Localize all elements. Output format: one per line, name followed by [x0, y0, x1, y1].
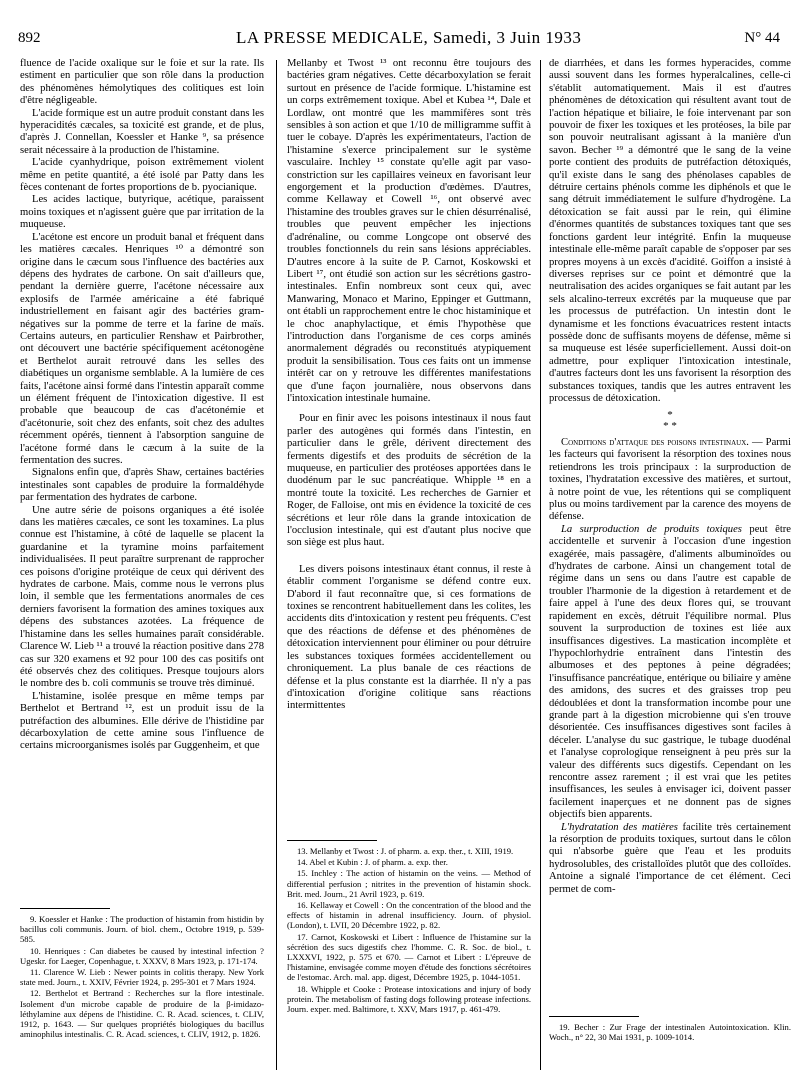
paragraph: L'acide formique est un autre produit constant dans les hyperacidités cæcales, sa toxicité est grande, et de plus, d'après J. Connellan, Koessler et Hanke ⁹, sa présence serait nécessaire à la production de l'histamine. — [20, 107, 264, 156]
paragraph: de diarrhées, et dans les formes hyperacides, comme aussi souvent dans les formes hyperalcalines, celle-ci s'établit automatiquement. Mais il est d'autres phénomènes de détoxication qui résultent avant tout de l'action hépatique et biliaire, le foie intervenant par son pouvoir de fixer les toxiques et les protéoses, la bile par son pouvoir neutralisant agissant à la manière d'un savon. Becher ¹⁹ a démontré que le sang de la veine porte contient des produits de putréfaction détoxiqués, qu'il existe dans le sang des phénolases capables de détruire certains phénols comme les diphénols et que le sang détruit immédiatement le sulfure d'hydrogène. La détoxication se fait aussi par le rein, qui élimine d'énormes quantités de substances toxiques tant que ses fonctions gardent leur intégrité. Enfin la muqueuse intestinale elle-même paraît capable de s'opposer par ses propres moyens à un excès d'acidité. Goiffon a insisté à diverses reprises sur ce point et démontré que la neutralisation des acides organiques se fait autant par les sels alcalino-terreux excrétés par la muqueuse que par les processus de putréfaction. Un intestin dont le dynamisme et les fonctions évacuatrices restent intacts possède donc de suffisants moyens de défense, même si sa muqueuse est lésée superficiellement. Aussi doit-on admettre, pour expliquer l'intoxication intestinale, d'autres facteurs dont les uns favorisent la résorption des substances toxiques, tandis que les autres entravent les processus de détoxication. — [549, 58, 791, 404]
footnote: 9. Koessler et Hanke : The production of histamin from histidin by bacillus coli communis. Journ. of biol. chem., Octobre 1919, p. 539-585. — [20, 914, 264, 945]
paragraph-text: — Parmi les facteurs qui favorisent la résorption des toxines nous retiendrons les trois principaux : la surproduction de toxines, l'hydratation excessive des matières, et surtout, à notre point de vue, les rétentions qui se compliquent plus ou moins tardivement par la carence des moyens de défense. — [549, 437, 791, 523]
footnotes-column-3 — [549, 1022, 791, 1074]
running-head: LA PRESSE MEDICALE, Samedi, 3 Juin 1933 — [236, 28, 582, 47]
footnote: 10. Henriques : Can diabetes be caused by intestinal infection ? Ugeskr. for Laeger, Copenhague, t. XXXV, 8 Mars 1923, p. 171-174. — [20, 945, 264, 966]
paragraph: fluence de l'acide oxalique sur le foie et sur la rate. Ils estiment en particulier que son rôle dans la production des phénomènes hémolytiques des colitiques est loin d'être négligeable. — [20, 58, 264, 107]
page-header — [0, 0, 800, 56]
footnote: 14. Abel et Kubin : J. of pharm. a. exp. ther. — [297, 857, 448, 868]
asterism-divider: * * * — [663, 409, 677, 432]
paragraph-text: peut être accidentelle et survenir à l'occasion d'une ingestion exagérée, mais passagère, d'aliments albuminoïdes ou d'hydrates de carbone. Ainsi un changement total de régime dans un sens ou dans l'autre est capable de troubler l'harmonie de la digestion à retardement et de faire appel à l'une des deux flores qui, se trouvant rapidement en excès, détruit l'équilibre normal. Plus souvent la surproduction de toxines est liée aux insuffisances digestives. La mastication incomplète et l'hypochlorhydrie entraînent dans l'intestin des albumoses et des peptones à peine dégradées; l'insuffisance pancréatique, entérique ou biliaire y amène des amidons, des sucres et des graisses trop peu dédoublées et dont la transformation incombe pour une grande part à la digestion microbienne qui s'en trouve désorientée. Ces insuffisances digestives sont faciles à déceler. L'analyse du suc gastrique, le tubage duodénal et l'analyse coprologique renseignent à peu près sur la valeur des différents sucs digestifs. Cependant on les rencontre assez rarement ; il est vrai que les petites insuffisances, les seules à envisager ici, doivent passer facilement inaperçues et ne donnent pas de signes objectifs bien apparents. — [549, 523, 791, 821]
footnotes-column-2 — [287, 846, 531, 1074]
footnote-rule — [20, 908, 110, 909]
paragraph — [549, 524, 791, 822]
paragraph: L'acétone est encore un produit banal et fréquent dans les matières cæcales. Henriques ¹⁰ a démontré son origine dans le cæcum sous l'influence des bactéries aux dépens des hydrates de carbone. On sait d'ailleurs que, pendant la dernière guerre, l'acétone nécessaire aux explosifs de l'armée américaine a été fabriqué industriellement en faisant agir des bactéries gram-négatives sur la pomme de terre et la farine de maïs. Certains auteurs, en particulier Renshaw et Pairbrother, ont découvert une bactérie spécifiquement acétonogène et Berthelot aurait retrouvé dans les selles des diabétiques un organisme semblable. A la lumière de ces faits, l'acétone ainsi formé dans l'intestin apparaît comme un élément fréquent de l'intoxication digestive. Il est probable que beaucoup de cas d'acétonémie et d'acétonurie, soit chez des enfants, soit chez des adultes récemment opérés, tiennent à l'absorption sanguine de l'acétone formé dans le cæcum à la suite de la fermentation des sucres. — [20, 231, 264, 466]
column-1 — [20, 58, 264, 898]
paragraph: L'acide cyanhydrique, poison extrêmement violent même en petite quantité, a été isolé par Patty dans les fèces contenant de fortes proportions de b. pyocianique. — [20, 157, 264, 194]
footnote: 16. Kellaway et Cowell : On the concentration of the blood and the effects of histamin in adrenal insufficiency. Journ. of physiol. (London), t. LVII, 20 Décembre 1922, p. 82. — [287, 900, 531, 931]
paragraph: Pour en finir avec les poisons intestinaux il nous faut parler des autogènes qui formés dans l'intestin, en particulier dans le grêle, dérivent directement des ferments digestifs et des produits de sécrétion de la muqueuse, en particulier des protéoses apportées dans le duodénum par le suc pancréatique. Whipple ¹⁸ en a montré toute la toxicité. Les recherches de Garnier et Roger, de Falloise, ont mis en évidence la toxicité de ces sécrétions et leur rôle dans la grande intoxication de l'occlusion intestinale, qui est d'autant plus nocive que son siège est plus haut. — [287, 413, 531, 549]
paragraph — [549, 822, 791, 896]
subsection-heading: L'hydratation des matières — [561, 821, 678, 833]
column-3-top — [549, 58, 791, 408]
footnote: 17. Carnot, Koskowski et Libert : Influence de l'histamine sur la sécrétion des sucs digestifs chez l'homme. C. R. Soc. de biol., t. LXXXVI, 1922, p. 575 et 670. — Carnot et Libert : L'épreuve de l'histamine, envisagée comme moyen d'étude des fonctions sécrétoires de l'estomac. Arch. mal. app. digest, Décembre 1925, p. 1044-1051. — [287, 931, 531, 983]
paragraph: Les divers poisons intestinaux étant connus, il reste à établir comment l'organisme se défend contre eux. D'abord il faut reconnaître que, si ces formations de toxines se rencontrent habituellement dans les colites, les accidents dits d'intoxication y restent peu fréquents. C'est que des réactions de défense et des phénomènes de détoxication interviennent pour éliminer ou pour détruire les substances toxiques formées accidentellement ou chroniquement. La plus banale de ces réactions de défense et la plus constante est la diarrhée. Il n'y a pas d'intoxication d'origine colitique sans réactions intermittentes — [287, 563, 531, 712]
paragraph: Signalons enfin que, d'après Shaw, certaines bactéries intestinales sont capables de produire la formaldéhyde par fermentation des hydrates de carbone. — [20, 467, 264, 504]
footnote: 15. Inchley : The action of histamin on the veins. — Method of differential perfusion ; nitrites in the prevention of histamin shock. Brit. med. Journ., 21 Avril 1923, p. 619. — [287, 868, 531, 899]
page-number: 892 — [18, 30, 41, 46]
paragraph: Mellanby et Twost ¹³ ont reconnu être toujours des bactéries gram négatives. Cette décarboxylation se ferait surtout en présence de l'acide formique. L'histamine est un corps extrêmement toxique. Abel et Kubea ¹⁴, Dale et Lordlaw, ont montré que les mammifères sont très sensibles à son action et que 1/10 de milligramme suffit à tuer le cobaye. D'après les expérimentateurs, l'action de l'histamine s'exerce principalement sur le système vasculaire. Inchley ¹⁵ constate qu'elle agit par vaso-constriction sur les capillaires veineux en favorisant leur engorgement et la production d'œdèmes. D'autres, comme Kellaway et Cowell ¹⁶, ont observé avec l'histamine des troubles graves sur le chien désurrénalisé, troubles que peuvent empêcher les injections d'adrénaline, ou comme Longcope ont observé des troubles fonctionnels du rein sans lésions appréciables. D'autres encore à la suite de P. Carnot, Koskowski et Libert ¹⁷, ont étudié son action sur les sécrétions gastro-intestinales. Enfin nombreux sont ceux qui, avec Manwaring, Monaco et Marino, Eppinger et Guttmann, ont établi un rapprochement entre le choc histaminique et le choc anaphylactique, et émis l'hypothèse que l'introduction dans l'organisme de ces corps aminés anormalement dégradés ou reconstitués atypiquement produit la sensibilisation. Tous ces faits ont un immense intérêt car on y retrouve les différentes manifestations que d'une façon journalière, nous observons dans l'intoxication intestinale humaine. — [287, 58, 531, 404]
column-divider — [276, 60, 277, 1070]
subsection-heading: La surproduction de produits toxiques — [561, 523, 742, 535]
footnote: 13. Mellanby et Twost : J. of pharm. a. exp. ther., t. XIII, 1919. — [297, 846, 514, 856]
footnote: 11. Clarence W. Lieb : Newer points in colitis therapy. New York state med. Journ., t. XXIV, Février 1924, p. 295-301 et 7 Mars 1924. — [20, 967, 264, 988]
paragraph: Les acides lactique, butyrique, acétique, paraissent moins toxiques et n'agissent guère que par irritation de la muqueuse. — [20, 194, 264, 231]
paragraph: L'histamine, isolée presque en même temps par Berthelot et Bertrand ¹², est un produit issu de la putréfaction des albumines. Elle dérive de l'histidine par décarboxylation de cette amine sous l'influence de certains microorganismes isolés par Guggenheim, et que — [20, 690, 264, 752]
paragraph — [549, 437, 791, 524]
paragraph-text: facilite très certainement la résorption de produits toxiques, surtout dans le côlon qui n'absorbe guère que l'eau et les produits hydrosolubles, des cristalloïdes plutôt que des colloïdes. Antoine a signalé l'importance de cet élément. Ceci permet de com- — [549, 821, 791, 895]
section-heading: Conditions d'attaque des poisons intestinaux. — [561, 437, 749, 448]
column-2 — [287, 58, 531, 828]
column-divider — [540, 60, 541, 1070]
footnote: 12. Berthelot et Bertrand : Recherches sur la flore intestinale. Isolement d'un microbe capable de produire de la β-imidazo-léthylamine aux dépens de l'histidine. C. R. Acad. sciences, t. CLIV, 1912, p. 1643. — Sur quelques propriétés biologiques du bacillus aminophilus intestinalis. C. R. Acad. sciences, t. CLIV, 1912, p. 1826. — [20, 988, 264, 1040]
paragraph: Une autre série de poisons organiques a été isolée dans les matières cæcales, ce sont les toxamines. La plus connue est l'histamine, à côté de laquelle se placent la guardanine et la tyramine moins parfaitement individualisées. Il peut paraître surprenant de rapprocher ces poisons d'origine protéique de ceux qui dérivent des hydrates de carbone. Mais, comme nous le verrons plus loin, il semble que les fermentations anormales de ces derniers favorisent la formation des amines toxiques aux dépens des substances azotées. La fréquence de l'histamine dans les selles humaines paraît considérable. Clarence W. Lieb ¹¹ a trouvé la réaction positive dans 278 cas sur 320 examens et 92 pour 100 des cas positifs ont été observés chez des colitiques. Presque toujours alors le nombre des b. coli communis se trouve très diminué. — [20, 504, 264, 690]
footnote-rule — [287, 840, 377, 841]
footnote: 18. Whipple et Cooke : Protease intoxications and injury of body protein. The metabolism of fasting dogs following protease infections. Journ. exper. med. Baltimore, t. XXV, Mars 1917, p. 461-479. — [287, 983, 531, 1015]
footnotes-column-1 — [20, 914, 264, 1074]
issue-number: N° 44 — [744, 30, 780, 46]
footnote-rule — [549, 1016, 639, 1017]
footnote: 19. Becher : Zur Frage der intestinalen Autointoxication. Klin. Woch., n° 22, 30 Mai 1931, p. 1009-1014. — [549, 1022, 791, 1043]
column-3-bottom — [549, 437, 791, 1007]
